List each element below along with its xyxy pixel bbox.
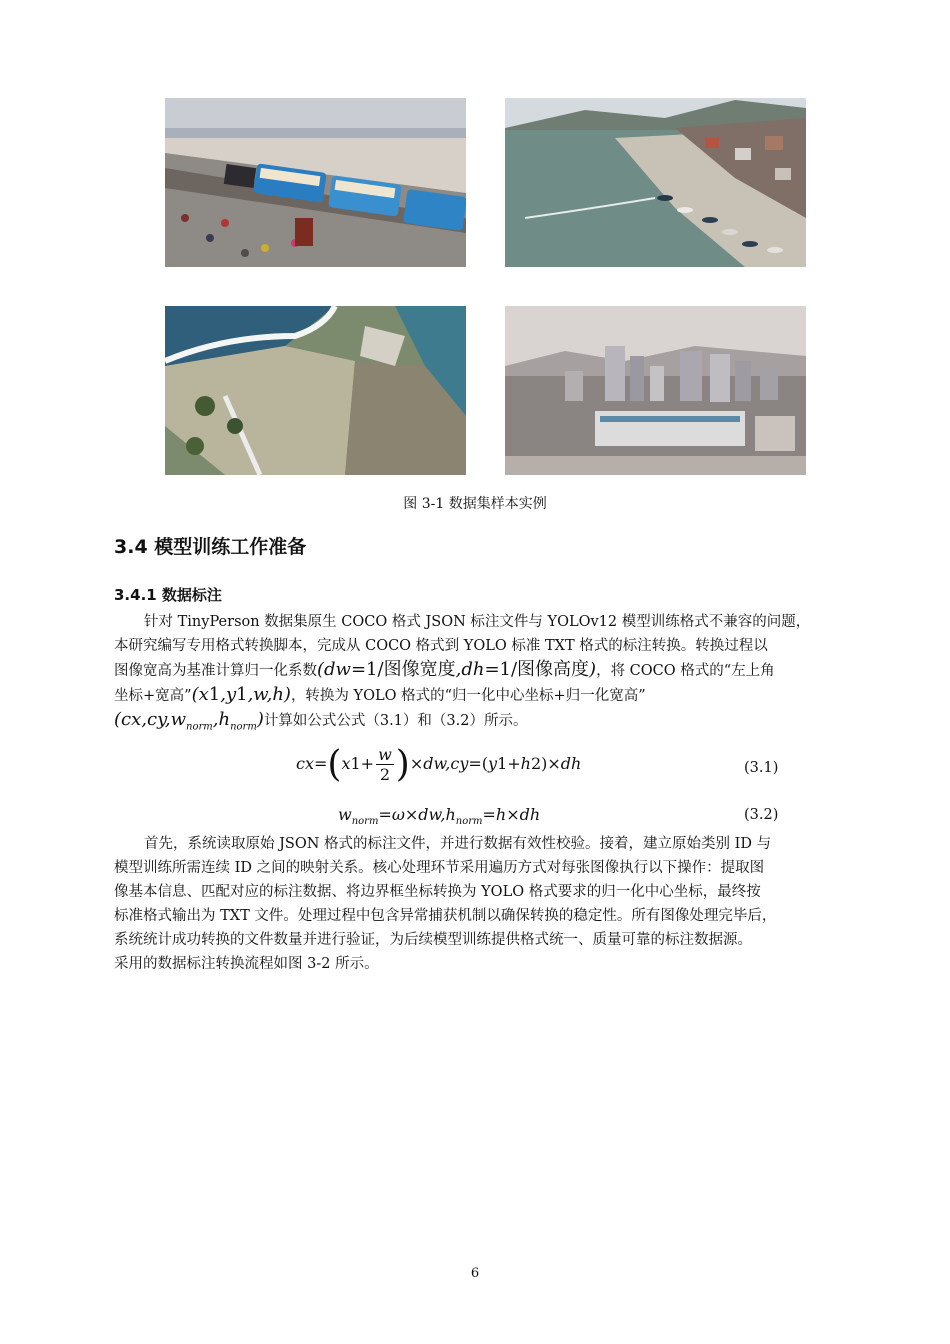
para1-line2: 本研究编写专用格式转换脚本，完成从 COCO 格式到 YOLO 标准 TXT 格式的标注转换。转换过程以: [114, 638, 768, 654]
figure-caption: 图 3-1 数据集样本实例: [403, 496, 547, 512]
inline-math-coco: (x1,y1,w,h): [191, 684, 291, 705]
inline-math-scale: (dw=1/图像宽度,dh=1/图像高度): [317, 659, 597, 680]
subsection-heading: 3.4.1 数据标注: [114, 586, 222, 604]
para1-line1: 针对 TinyPerson 数据集原生 COCO 格式 JSON 标注文件与 YOLOv12 模型训练格式不兼容的问题，: [144, 614, 811, 630]
equation-3-1: cx=(x1+ $\frac{w}{2}$ )×dw,cy=(y1+h2)×dh: [296, 744, 582, 785]
section-heading: 3.4 模型训练工作准备: [114, 536, 307, 558]
coastal-beach-town-photo: [505, 98, 806, 267]
paragraph-conversion-process: [114, 832, 854, 976]
para1-line5: $(cx,cy,w_{norm},h_{norm})$计算如公式公式（3.1）和（3.2）所示。: [114, 709, 528, 733]
para2-line1: 首先，系统读取原始 JSON 格式的标注文件，并进行数据有效性校验。接着，建立原始类别 ID 与: [144, 836, 772, 852]
para2-line2: 模型训练所需连续 ID 之间的映射关系。核心处理环节采用遍历方式对每张图像执行以下操作：提取图: [114, 860, 765, 876]
seaside-city-skyline-photo: [505, 306, 806, 475]
paragraph-annotation-intro: [114, 610, 854, 740]
para1-line3: 图像宽高为基准计算归一化系数(dw=1/图像宽度,dh=1/图像高度)，将 COCO 格式的“左上角: [114, 659, 775, 680]
aerial-cliff-coast-photo: [165, 306, 466, 475]
para2-line4: 标准格式输出为 TXT 文件。处理过程中包含异常捕获机制以确保转换的稳定性。所有图像处理完毕后，: [114, 908, 777, 924]
equation-number-3-2: (3.2): [744, 807, 779, 823]
para2-line6: 采用的数据标注转换流程如图 3-2 所示。: [114, 956, 379, 972]
para2-line3: 像基本信息、匹配对应的标注数据、将边界框坐标转换为 YOLO 格式要求的归一化中心坐标，最终按: [114, 884, 761, 900]
equation-number-3-1: (3.1): [744, 760, 779, 776]
para2-line5: 系统统计成功转换的文件数量并进行验证，为后续模型训练提供格式统一、质量可靠的标注数据源。: [114, 932, 752, 948]
equation-3-2: $w_{norm}=\omega\times dw,h_{norm}=h\times dh$: [338, 805, 541, 828]
inline-math-yolo: $(cx,cy,w_{norm},h_{norm})$: [114, 709, 264, 733]
train-on-causeway-photo: [165, 98, 466, 267]
page-number: 6: [470, 1266, 480, 1281]
para1-line4: 坐标+宽高”(x1,y1,w,h)，转换为 YOLO 格式的“归一化中心坐标+归一化宽高”: [114, 684, 646, 705]
